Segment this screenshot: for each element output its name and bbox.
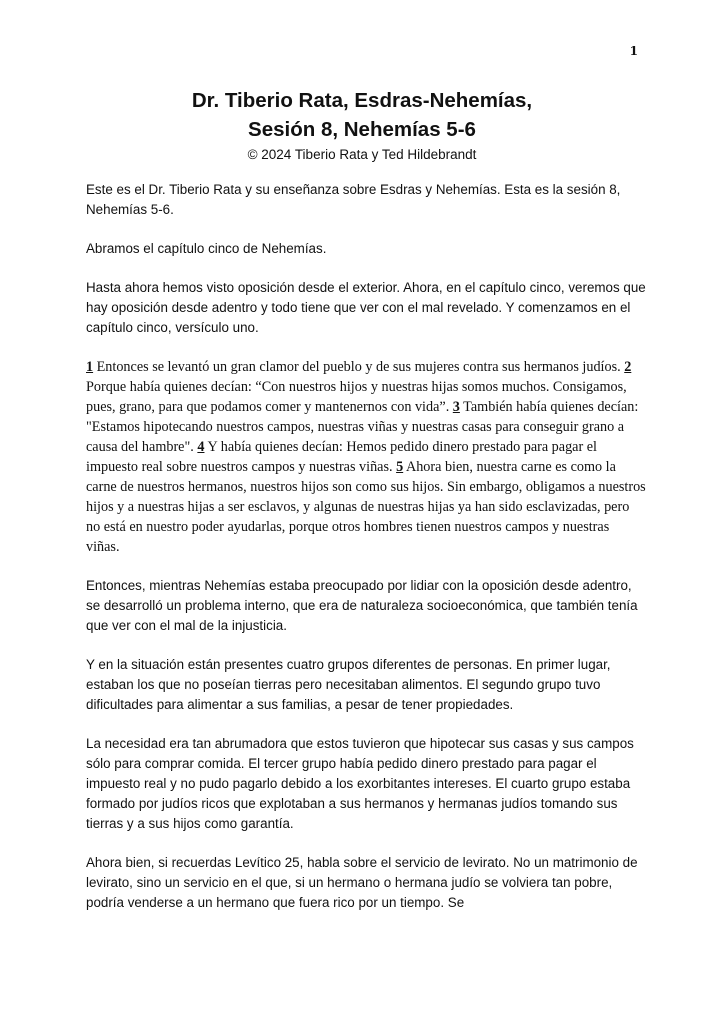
verse-text-1: Entonces se levantó un gran clamor del pueblo y de sus mujeres contra sus hermanos judíos. (93, 359, 625, 375)
verse-number-3: 3 (452, 399, 460, 415)
verse-text-2: Porque había quienes decían: “Con nuestros hijos y nuestras hijas somos muchos. Consigamos, pues, grano, para que podamos comer y mantenernos con vida”. (86, 379, 627, 415)
scripture-passage (86, 357, 646, 557)
page-number: 1 (629, 44, 638, 58)
opposition-paragraph: Hasta ahora hemos visto oposición desde el exterior. Ahora, en el capítulo cinco, veremos que hay oposición desde adentro y todo tiene que ver con el mal revelado. Y comenzamos en el capítulo cinco, versículo uno. (86, 280, 646, 335)
document-header (0, 86, 724, 165)
intro-paragraph: Este es el Dr. Tiberio Rata y su enseñanza sobre Esdras y Nehemías. Esta es la sesión 8, Nehemías 5-6. (86, 182, 621, 217)
verse-number-4: 4 (197, 439, 205, 455)
copyright-line: © 2024 Tiberio Rata y Ted Hildebrandt (247, 147, 477, 162)
open-chapter-paragraph: Abramos el capítulo cinco de Nehemías. (86, 241, 327, 256)
four-groups-paragraph: Y en la situación están presentes cuatro grupos diferentes de personas. En primer lugar, estaban los que no poseían tierras pero necesitaban alimentos. El segundo grupo tuvo dificultades para alimentar a sus familias, a pesar de tener propiedades. (86, 657, 611, 712)
internal-problem-paragraph: Entonces, mientras Nehemías estaba preocupado por lidiar con la oposición desde adentro, se desarrolló un problema interno, que era de naturaleza socioeconómica, que también tenía que ver con el mal de la injusticia. (86, 578, 638, 633)
verse-text-3: También había quienes decían: "Estamos hipotecando nuestros campos, nuestras viñas y nuestras casas para conseguir grano a causa del hambre". (86, 399, 639, 455)
verse-text-4: Y había quienes decían: Hemos pedido dinero prestado para pagar el impuesto real sobre nuestros campos y nuestras viñas. (86, 439, 597, 475)
verse-number-5: 5 (396, 459, 404, 475)
verse-number-2: 2 (624, 359, 632, 375)
verse-text-5: Ahora bien, nuestra carne es como la carne de nuestros hermanos, nuestros hijos son como sus hijos. Sin embargo, obligamos a nuestros hijos y a nuestras hijas a ser esclavos, y algunas de nuestras hijas ya han sido esclavizadas, pero no está en nuestro poder ayudarlas, porque otros hombres tienen nuestros campos y nuestras viñas. (86, 459, 646, 555)
document-title-line-2: Sesión 8, Nehemías 5-6 (248, 118, 476, 141)
verse-number-1: 1 (86, 359, 94, 375)
leviticus-paragraph: Ahora bien, si recuerdas Levítico 25, habla sobre el servicio de levirato. No un matrimonio de levirato, sino un servicio en el que, si un hermano o hermana judío se volviera tan pobre, podría venderse a un hermano que fuera rico por un tiempo. Se (86, 855, 638, 910)
mortgage-paragraph: La necesidad era tan abrumadora que estos tuvieron que hipotecar sus casas y sus campos sólo para comprar comida. El tercer grupo había pedido dinero prestado para pagar el impuesto real y no pudo pagarlo debido a los exorbitantes intereses. El cuarto grupo estaba formado por judíos ricos que explotaban a sus hermanos y hermanas judíos tomando sus tierras y a sus hijos como garantía. (86, 736, 634, 831)
document-body (86, 180, 646, 932)
document-title-line-1: Dr. Tiberio Rata, Esdras-Nehemías, (191, 89, 533, 112)
